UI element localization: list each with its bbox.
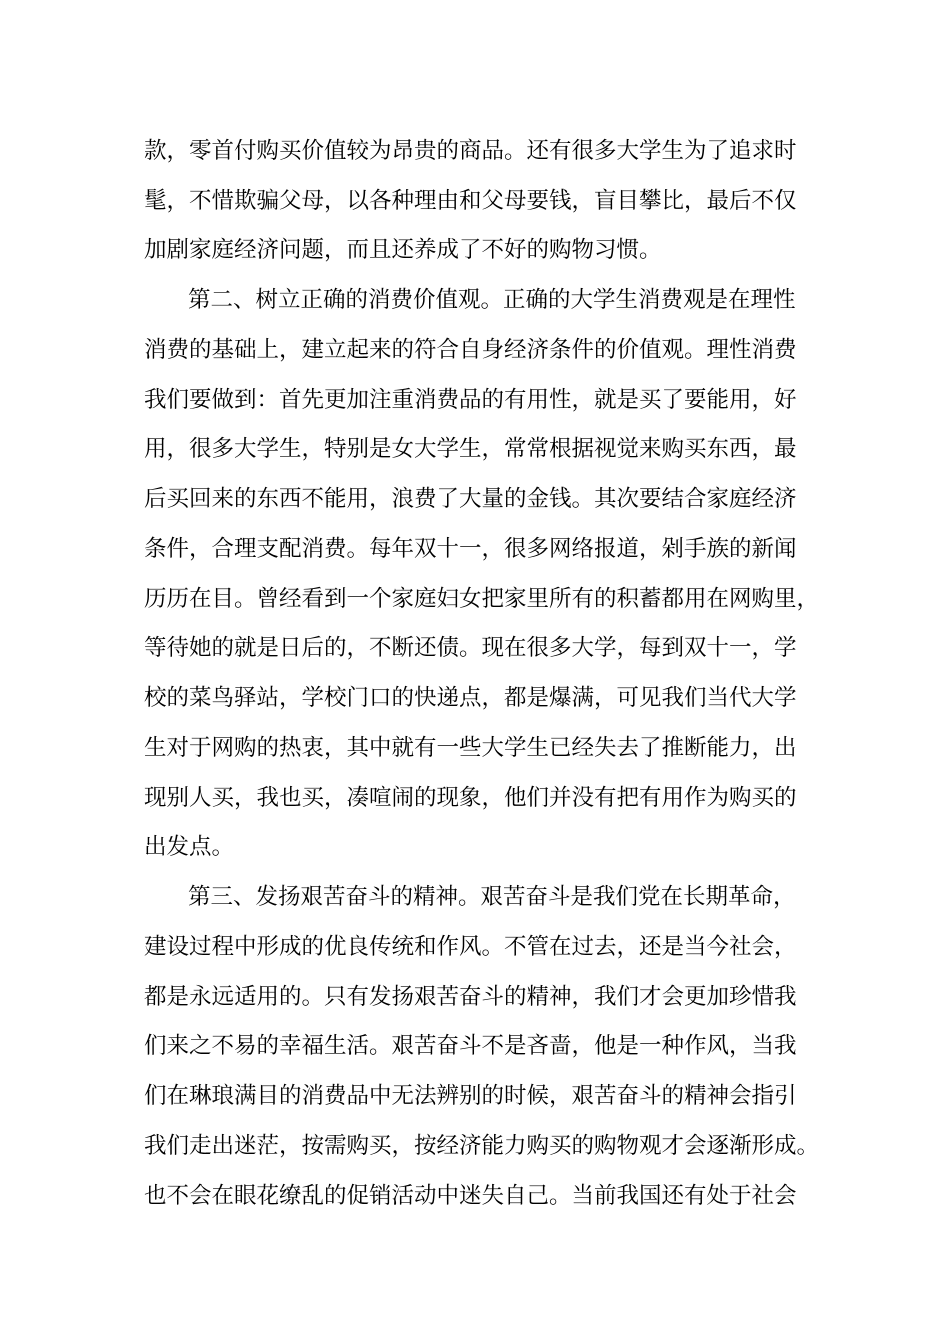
text-line: 历历在目。曾经看到一个家庭妇女把家里所有的积蓄都用在网购里， [144,586,820,612]
text-line: 都是永远适用的。只有发扬艰苦奋斗的精神，我们才会更加珍惜我 [144,984,797,1010]
text-line: 校的菜鸟驿站，学校门口的快递点，都是爆满，可见我们当代大学 [144,685,797,711]
text-line: 款，零首付购买价值较为昂贵的商品。还有很多大学生为了追求时 [144,138,797,164]
text-line: 后买回来的东西不能用，浪费了大量的金钱。其次要结合家庭经济 [144,486,797,512]
text-line: 建设过程中形成的优良传统和作风。不管在过去，还是当今社会， [144,934,797,960]
text-line: 用，很多大学生，特别是女大学生，常常根据视觉来购买东西，最 [144,436,797,462]
text-line: 髦，不惜欺骗父母，以各种理由和父母要钱，盲目攀比，最后不仅 [144,188,797,214]
text-line: 出发点。 [144,834,235,860]
text-line: 我们走出迷茫，按需购买，按经济能力购买的购物观才会逐渐形成。 [144,1133,820,1159]
paragraph-start-line: 第二、树立正确的消费价值观。正确的大学生消费观是在理性 [188,287,796,313]
text-line: 加剧家庭经济问题，而且还养成了不好的购物习惯。 [144,237,662,263]
text-line: 条件，合理支配消费。每年双十一，很多网络报道，剁手族的新闻 [144,536,797,562]
text-line: 们在琳琅满目的消费品中无法辨别的时候，艰苦奋斗的精神会指引 [144,1083,797,1109]
paragraph-start-line: 第三、发扬艰苦奋斗的精神。艰苦奋斗是我们党在长期革命， [188,884,796,910]
text-line: 生对于网购的热衷，其中就有一些大学生已经失去了推断能力，出 [144,735,797,761]
text-line: 也不会在眼花缭乱的促销活动中迷失自己。当前我国还有处于社会 [144,1183,797,1209]
text-line: 们来之不易的幸福生活。艰苦奋斗不是吝啬，他是一种作风，当我 [144,1033,797,1059]
text-line: 消费的基础上，建立起来的符合自身经济条件的价值观。理性消费 [144,337,797,363]
text-line: 我们要做到：首先更加注重消费品的有用性，就是买了要能用，好 [144,387,797,413]
text-line: 现别人买，我也买，凑喧闹的现象，他们并没有把有用作为购买的 [144,785,797,811]
text-line: 等待她的就是日后的，不断还债。现在很多大学，每到双十一，学 [144,635,797,661]
